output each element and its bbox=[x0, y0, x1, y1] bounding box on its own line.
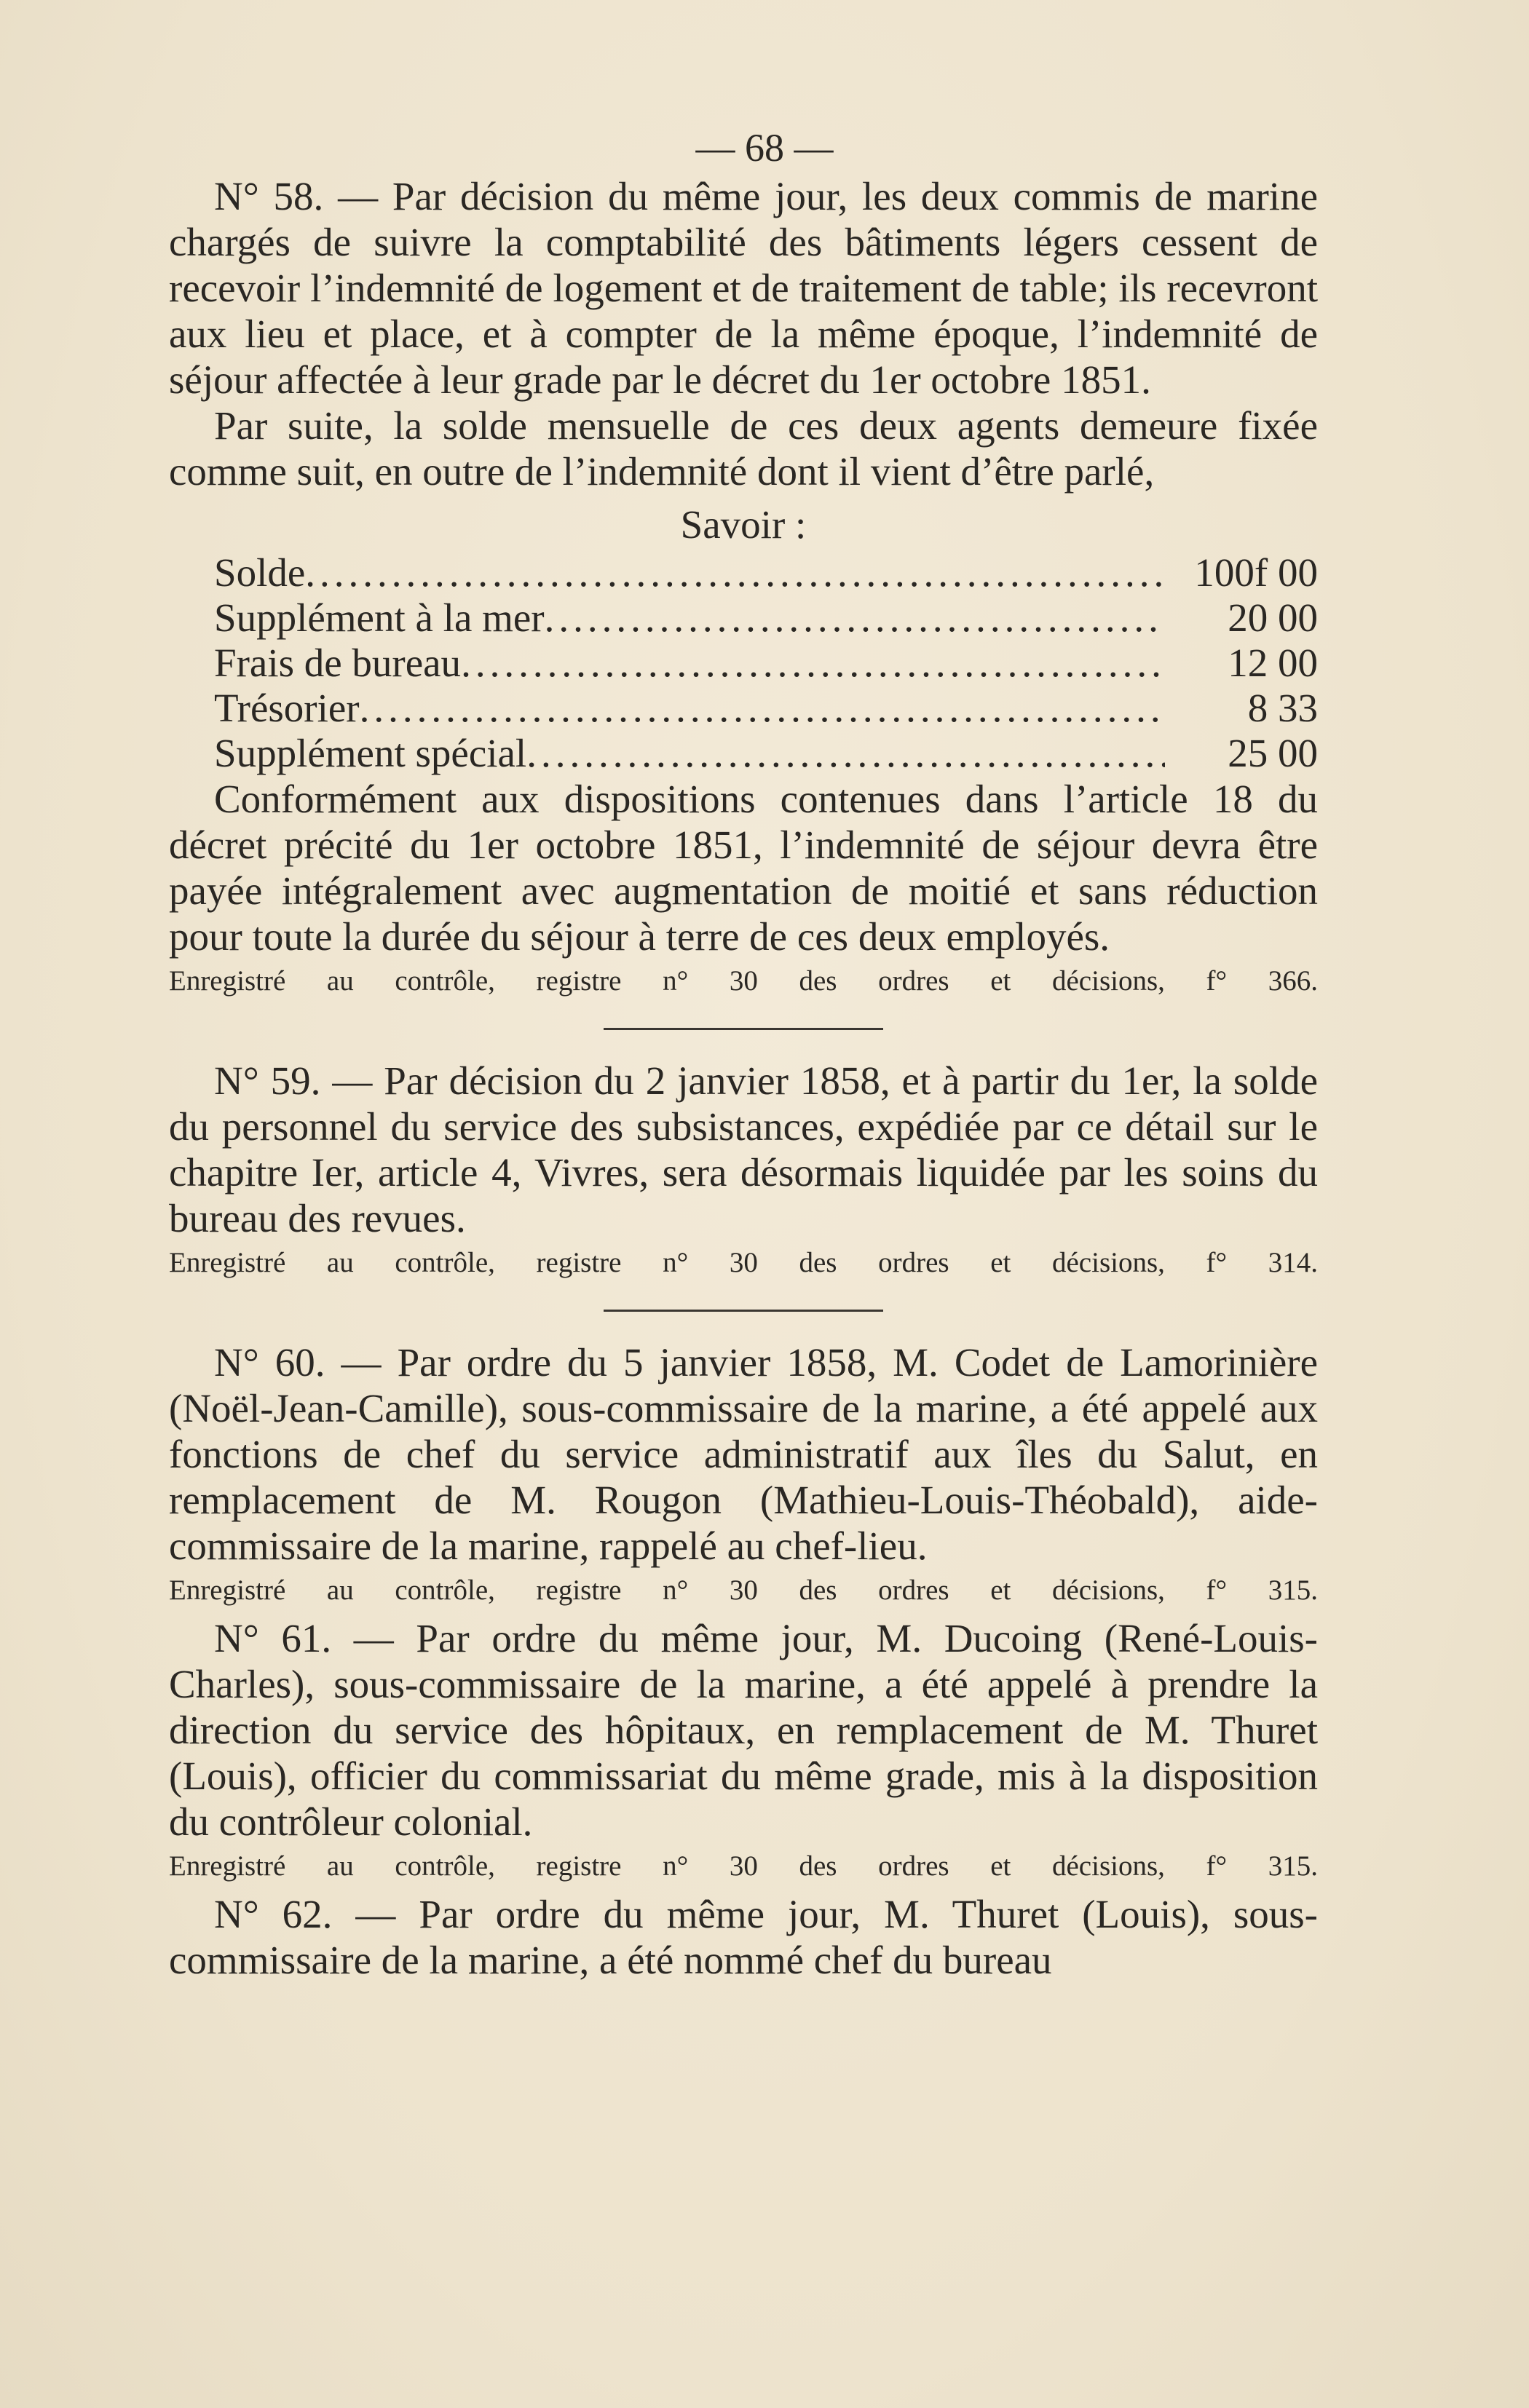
entry-61-paragraph: N° 61. — Par ordre du même jour, M. Ducoing (René-Louis-Charles), sous-commissaire de la marine, a été appelé à prendre la direction du service des hôpitaux, en remplacement de M. Thuret (Louis), officier du commissariat du même grade, mis à la disposition du contrôleur colonial. bbox=[169, 1616, 1318, 1844]
section-divider bbox=[604, 1028, 883, 1030]
table-label: Trésorier bbox=[214, 686, 360, 730]
entry-62-paragraph: N° 62. — Par ordre du même jour, M. Thuret (Louis), sous-commissaire de la marine, a été nommé chef du bureau bbox=[169, 1892, 1318, 1982]
table-row bbox=[169, 595, 1318, 641]
entry-58-paragraph-2: Par suite, la solde mensuelle de ces deux agents demeure fixée comme suit, en outre de l’indemnité dont il vient d’être parlé, bbox=[169, 403, 1318, 494]
entry-58-paragraph: N° 58. — Par décision du même jour, les deux commis de marine chargés de suivre la comptabilité des bâtiments légers cessent de recevoir l’indemnité de logement et de traitement de table; ils recevront aux lieu et place, et à compter de la même époque, l’indemnité de séjour affectée à leur grade par le décret du 1er octobre 1851. bbox=[169, 174, 1318, 402]
table-label: Solde bbox=[214, 550, 306, 595]
leader-dots bbox=[545, 595, 1165, 641]
table-label: Supplément à la mer bbox=[214, 595, 545, 640]
table-row bbox=[169, 641, 1318, 686]
registration-note: Enregistré au contrôle, registre n° 30 des ordres et décisions, f° 315. bbox=[169, 1850, 1318, 1882]
leader-dots bbox=[305, 550, 1165, 595]
page-number: — 68 — bbox=[695, 126, 834, 170]
leader-dots bbox=[360, 686, 1165, 731]
savoir-heading: Savoir : bbox=[680, 502, 807, 547]
table-label: Frais de bureau bbox=[214, 641, 462, 685]
text-column bbox=[169, 173, 1318, 1983]
table-value: 12 00 bbox=[1228, 641, 1318, 685]
table-row bbox=[169, 686, 1318, 731]
entry-58-closing: Conformément aux dispositions contenues dans l’article 18 du décret précité du 1er octobre 1851, l’indemnité de séjour devra être payée intégralement avec augmentation de moitié et sans réduction pour toute la durée du séjour à terre de ces deux employés. bbox=[169, 777, 1318, 959]
table-value: 20 00 bbox=[1228, 595, 1318, 640]
pay-table bbox=[169, 550, 1318, 776]
entry-60-paragraph: N° 60. — Par ordre du 5 janvier 1858, M. Codet de Lamorinière (Noël-Jean-Camille), sous-commissaire de la marine, a été appelé aux fonctions de chef du service administratif aux îles du Salut, en remplacement de M. Rougon (Mathieu-Louis-Théobald), aide-commissaire de la marine, rappelé au chef-lieu. bbox=[169, 1340, 1318, 1568]
registration-note: Enregistré au contrôle, registre n° 30 des ordres et décisions, f° 314. bbox=[169, 1247, 1318, 1278]
section-divider bbox=[604, 1310, 883, 1312]
table-row bbox=[169, 731, 1318, 776]
leader-dots bbox=[461, 641, 1165, 686]
registration-note: Enregistré au contrôle, registre n° 30 des ordres et décisions, f° 315. bbox=[169, 1575, 1318, 1606]
registration-note: Enregistré au contrôle, registre n° 30 des ordres et décisions, f° 366. bbox=[169, 965, 1318, 997]
table-value: 100f 00 bbox=[1194, 550, 1318, 595]
table-row bbox=[169, 550, 1318, 595]
entry-59-paragraph: N° 59. — Par décision du 2 janvier 1858, et à partir du 1er, la solde du personnel du service des subsistances, expédiée par ce détail sur le chapitre Ier, article 4, Vivres, sera désormais liquidée par les soins du bureau des revues. bbox=[169, 1058, 1318, 1240]
leader-dots bbox=[526, 731, 1165, 776]
table-value: 25 00 bbox=[1228, 731, 1318, 775]
table-label: Supplément spécial bbox=[214, 731, 527, 775]
table-value: 8 33 bbox=[1247, 686, 1318, 730]
